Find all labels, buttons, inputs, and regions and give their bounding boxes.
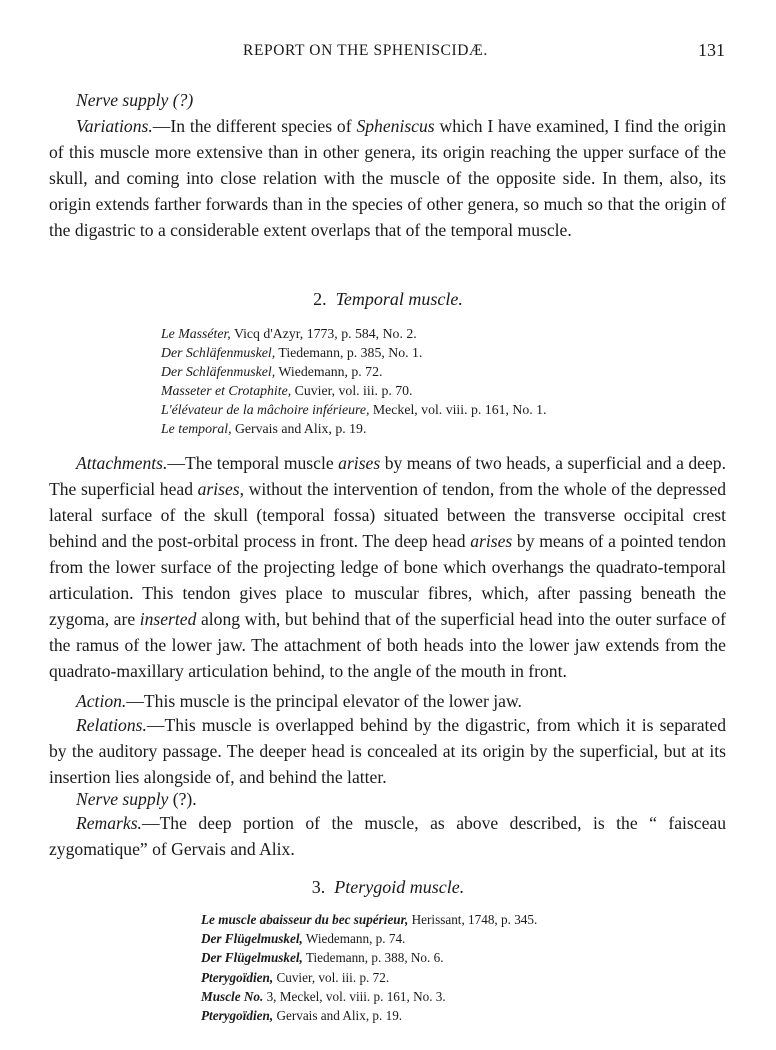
reference-item: Der Schläfenmuskel, Tiedemann, p. 385, No. 1.	[161, 345, 423, 360]
section-3-number: 3.	[311, 877, 326, 897]
section-2-heading	[0, 289, 776, 310]
nerve-supply-paragraph: Nerve supply (?).	[76, 789, 197, 809]
running-head: REPORT ON THE SPHENISCIDÆ.	[243, 42, 488, 59]
variations-paragraph	[49, 113, 726, 243]
nerve-supply-label-2: Nerve supply	[76, 789, 169, 809]
reference-item: Masseter et Crotaphite, Cuvier, vol. iii. p. 70.	[161, 383, 413, 398]
page-header	[0, 42, 776, 66]
remarks-label: Remarks.	[76, 813, 142, 833]
reference-item: Le Masséter, Vicq d'Azyr, 1773, p. 584, No. 2.	[161, 326, 417, 341]
reference-item: Muscle No. 3, Meckel, vol. viii. p. 161, No. 3.	[201, 988, 446, 1004]
variations-label: Variations.	[76, 116, 153, 136]
variations-text-1: —In the different species of	[152, 116, 357, 136]
reference-item: Der Schläfenmuskel, Wiedemann, p. 72.	[161, 364, 383, 379]
reference-item: Der Flügelmuskel, Wiedemann, p. 74.	[201, 931, 406, 947]
nerve-supply-line	[49, 87, 726, 113]
reference-item: Pterygoïdien, Cuvier, vol. iii. p. 72.	[201, 969, 390, 985]
relations-label: Relations.	[76, 715, 147, 735]
reference-item: L'élévateur de la mâchoire inférieure, Meckel, vol. viii. p. 161, No. 1.	[161, 402, 547, 417]
action-paragraph: Action.—This muscle is the principal elevator of the lower jaw.	[76, 691, 522, 711]
section-2-number: 2.	[313, 289, 327, 309]
section-2-references	[161, 324, 547, 438]
genus-spheniscus: Spheniscus	[356, 116, 435, 136]
section-3-heading	[0, 877, 776, 898]
reference-item: Pterygoïdien, Gervais and Alix, p. 19.	[201, 1008, 403, 1024]
attachments-label: Attachments.	[76, 453, 168, 473]
variations-text-2: which I have examined, I find the origin of this muscle more extensive than in other genera, its origin reaching the upper surface of the skull, and coming into close relation with the muscle of the opposite side. In them, also, its origin extends farther forwards than in the species of other genera, so much so that the origin of the digastric to a considerable extent overlaps that of the temporal muscle.	[49, 116, 726, 240]
section-3-title: Pterygoid muscle.	[334, 877, 465, 897]
section-2-title: Temporal muscle.	[335, 289, 463, 309]
nerve-supply-label: Nerve supply (?)	[76, 90, 194, 110]
action-label: Action.	[76, 691, 127, 711]
reference-item: Le muscle abaisseur du bec supérieur, Herissant, 1748, p. 345.	[201, 912, 538, 927]
reference-item: Der Flügelmuskel, Tiedemann, p. 388, No. 6.	[201, 950, 444, 966]
page-number: 131	[698, 40, 725, 60]
reference-item: Le temporal, Gervais and Alix, p. 19.	[161, 421, 367, 436]
section-3-references	[201, 910, 537, 1025]
remarks-paragraph: Remarks.—The deep portion of the muscle, as above described, is the “ faisceau zygomatique” of Gervais and Alix.	[49, 813, 726, 859]
relations-paragraph: Relations.—This muscle is overlapped behind by the digastric, from which it is separated by the auditory passage. The deeper head is concealed at its origin by the superficial, but at its insertion lies alongside of, and behind the latter.	[49, 715, 726, 787]
attachments-paragraph: Attachments.—The temporal muscle arises by means of two heads, a superficial and a deep. The superficial head arises, without the intervention of tendon, from the whole of the depressed lateral surface of the skull (temporal fossa) situated between the transverse occipital crest behind and the post-orbital process in front. The deep head arises by means of a pointed tendon from the lower surface of the projecting ledge of bone which overhangs the quadrato-temporal articulation. This tendon gives place to muscular fibres, which, after passing beneath the zygoma, are inserted along with, but behind that of the superficial head into the outer surface of the ramus of the lower jaw. The attachment of both heads into the lower jaw extends from the quadrato-maxillary articulation behind, to the angle of the mouth in front.	[49, 453, 727, 681]
